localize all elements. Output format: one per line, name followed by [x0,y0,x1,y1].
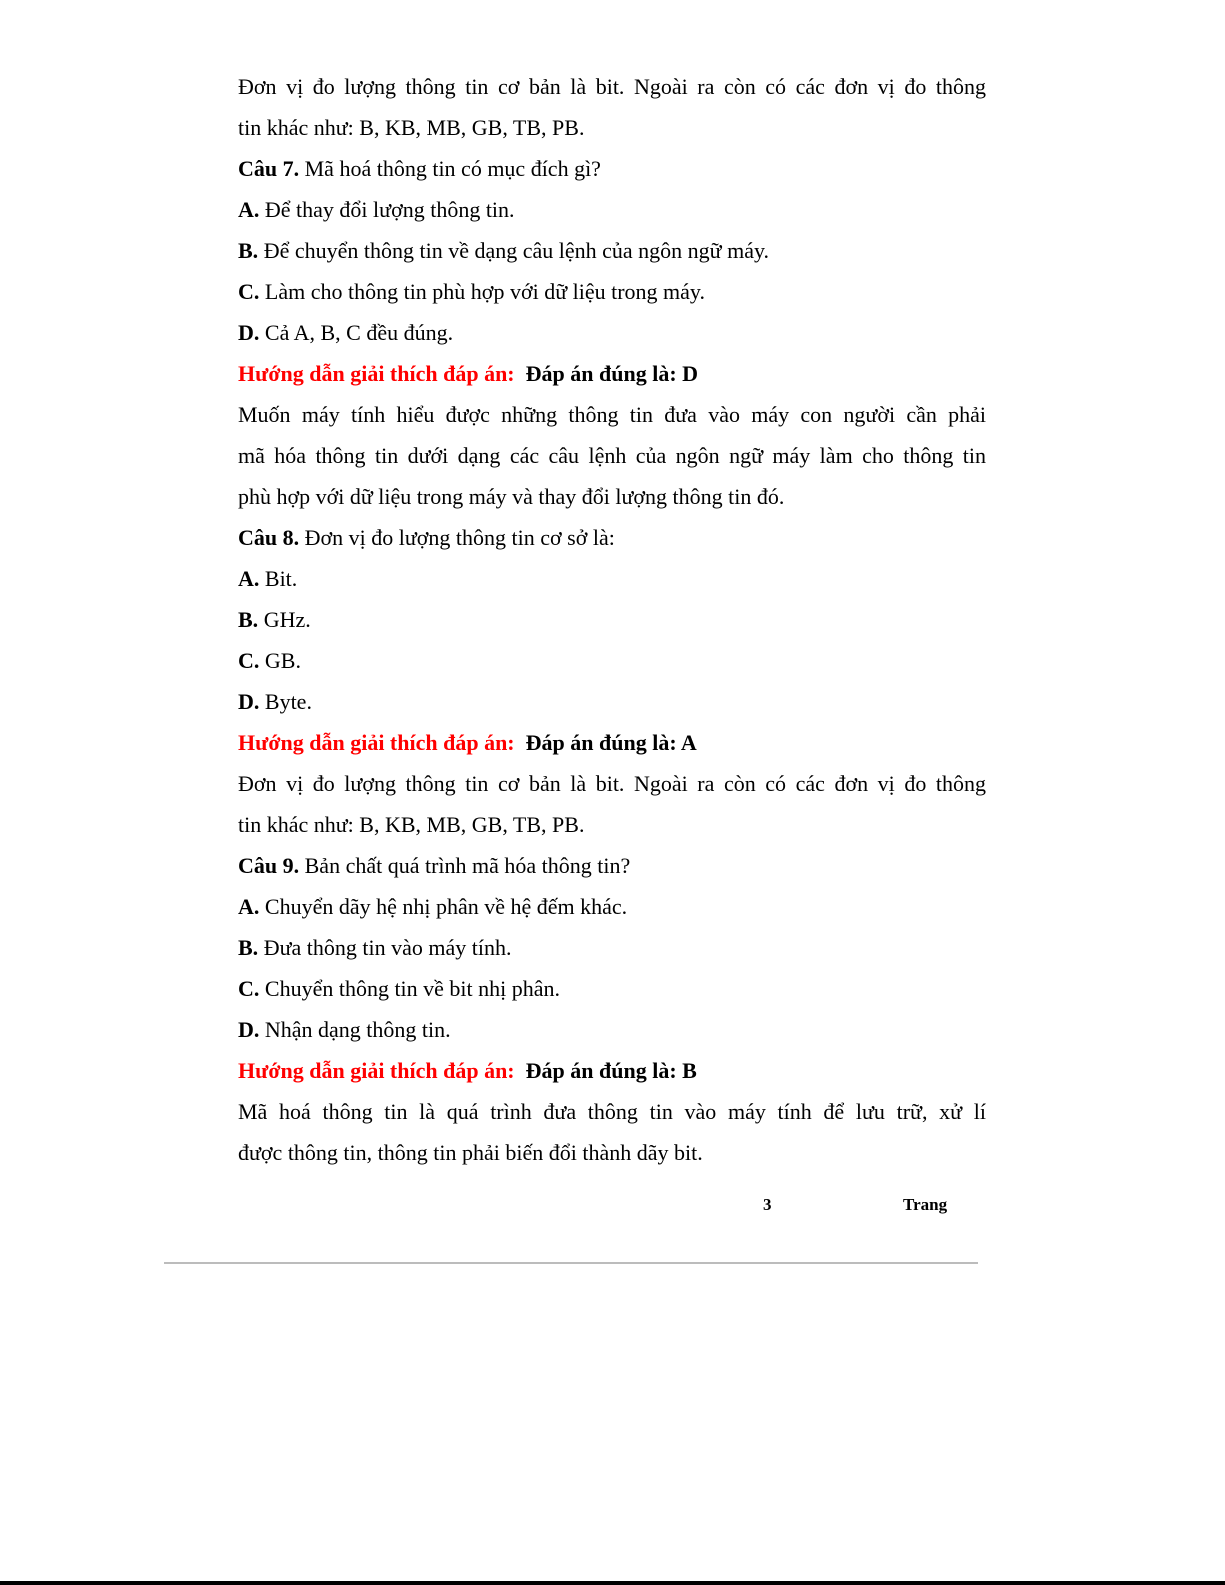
question-label: Câu 7. [238,156,300,181]
option-a [238,558,986,599]
option-d [238,681,986,722]
option-letter: C. [238,279,260,304]
explanation-line: Muốn máy tính hiểu được những thông tin đưa vào máy con người cần phải [238,402,986,427]
explanation-line: phù hợp với dữ liệu trong máy và thay đổi lượng thông tin đó. [238,484,785,509]
option-text: Chuyển dãy hệ nhị phân về hệ đếm khác. [264,894,628,919]
option-text: Để thay đổi lượng thông tin. [264,197,515,222]
option-letter: A. [238,197,260,222]
bottom-border [0,1581,1225,1585]
question-7 [238,148,986,189]
option-text: Bit. [264,566,298,591]
option-a [238,189,986,230]
guide-label: Hướng dẫn giải thích đáp án: [238,1058,515,1083]
option-text: Để chuyển thông tin về dạng câu lệnh của ngôn ngữ máy. [263,238,770,263]
answer-guide [238,1050,986,1091]
option-text: GB. [264,648,301,673]
option-letter: D. [238,1017,260,1042]
option-letter: B. [238,607,259,632]
option-c [238,271,986,312]
option-letter: A. [238,894,260,919]
guide-label: Hướng dẫn giải thích đáp án: [238,730,515,755]
correct-answer: Đáp án đúng là: B [525,1058,697,1083]
option-text: Nhận dạng thông tin. [264,1017,451,1042]
question-9 [238,845,986,886]
option-b [238,599,986,640]
option-d [238,312,986,353]
guide-label: Hướng dẫn giải thích đáp án: [238,361,515,386]
page-label: Trang [903,1195,948,1214]
option-letter: D. [238,689,260,714]
option-letter: C. [238,648,260,673]
question-text: Bản chất quá trình mã hóa thông tin? [304,853,631,878]
option-c [238,968,986,1009]
option-a [238,886,986,927]
option-text: Chuyển thông tin về bit nhị phân. [264,976,561,1001]
option-letter: B. [238,935,259,960]
answer-guide [238,353,986,394]
explanation-line: tin khác như: B, KB, MB, GB, TB, PB. [238,812,585,837]
page-number: 3 [763,1195,772,1214]
option-text: Cả A, B, C đều đúng. [264,320,454,345]
option-letter: A. [238,566,260,591]
explanation-line: Mã hoá thông tin là quá trình đưa thông tin vào máy tính để lưu trữ, xử lí [238,1099,986,1124]
option-text: Làm cho thông tin phù hợp với dữ liệu trong máy. [264,279,705,304]
question-label: Câu 8. [238,525,300,550]
question-text: Đơn vị đo lượng thông tin cơ sở là: [304,525,615,550]
option-text: GHz. [263,607,311,632]
answer-guide [238,722,986,763]
correct-answer: Đáp án đúng là: D [525,361,699,386]
correct-answer: Đáp án đúng là: A [525,730,697,755]
question-8 [238,517,986,558]
option-letter: B. [238,238,259,263]
explanation-line: Đơn vị đo lượng thông tin cơ bản là bit. Ngoài ra còn có các đơn vị đo thông [238,771,986,796]
option-letter: D. [238,320,260,345]
option-text: Đưa thông tin vào máy tính. [263,935,512,960]
option-c [238,640,986,681]
question-text: Mã hoá thông tin có mục đích gì? [304,156,601,181]
explanation-line: được thông tin, thông tin phải biến đổi thành dãy bit. [238,1140,703,1165]
option-b [238,230,986,271]
explanation-line: mã hóa thông tin dưới dạng các câu lệnh của ngôn ngữ máy làm cho thông tin [238,443,986,468]
option-d [238,1009,986,1050]
option-letter: C. [238,976,260,1001]
question-label: Câu 9. [238,853,300,878]
page-separator [164,1262,978,1264]
intro-line: Đơn vị đo lượng thông tin cơ bản là bit. Ngoài ra còn có các đơn vị đo thông [238,74,986,99]
intro-line: tin khác như: B, KB, MB, GB, TB, PB. [238,115,585,140]
option-text: Byte. [264,689,312,714]
option-b [238,927,986,968]
document-body [238,66,986,1173]
